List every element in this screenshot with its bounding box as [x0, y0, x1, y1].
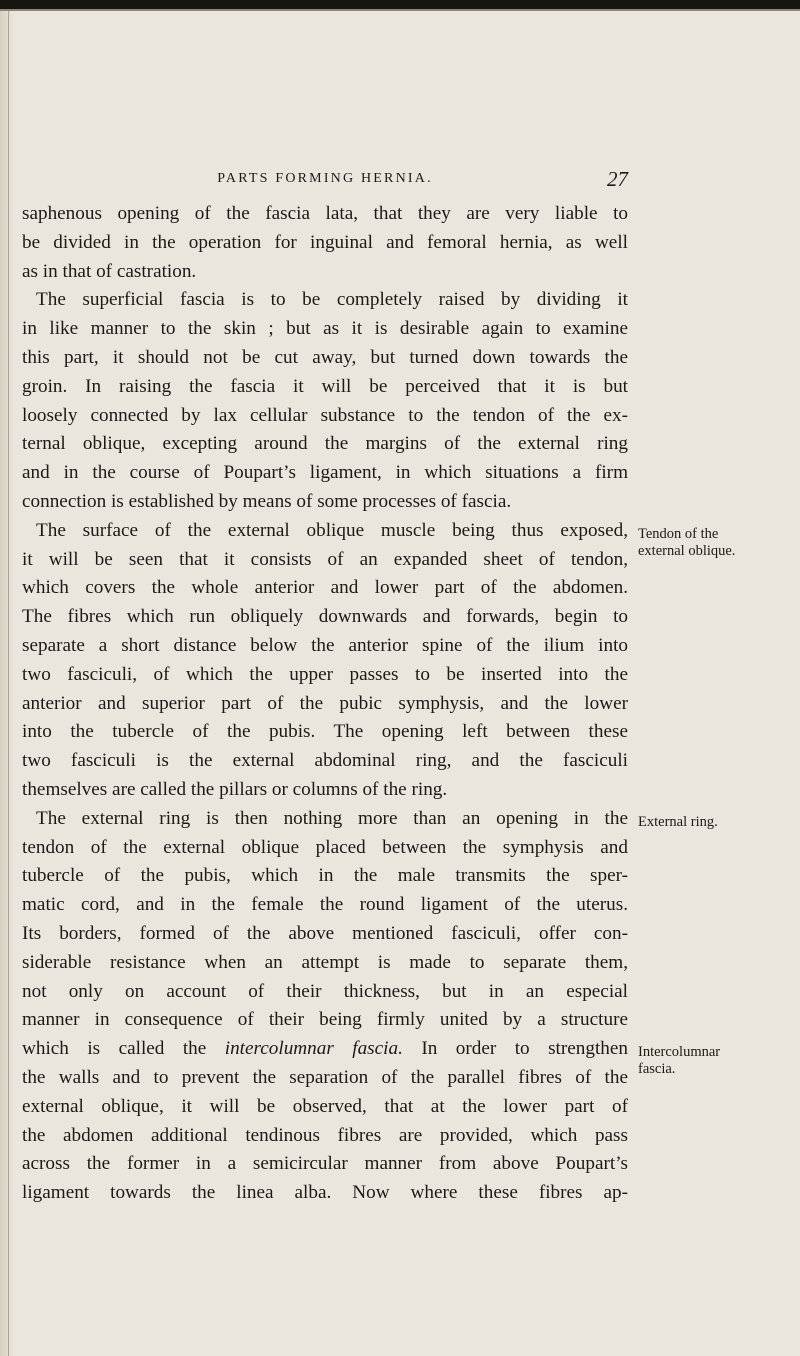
text-line: ternal oblique, excepting around the margins of the external ring [22, 433, 628, 455]
text-line: matic cord, and in the female the round ligament of the uterus. [22, 894, 628, 916]
text-line: into the tubercle of the pubis. The opening left between these [22, 721, 628, 743]
scan-top-rule [0, 9, 800, 11]
margin-note-line: Tendon of the [638, 526, 719, 542]
text-line: as in that of castration. [22, 260, 197, 282]
scan-top-border [0, 0, 800, 9]
running-head [22, 167, 628, 195]
text-line: siderable resistance when an attempt is made to separate them, [22, 951, 628, 973]
text-line: saphenous opening of the fascia lata, that they are very liable to [22, 203, 628, 224]
text-line: this part, it should not be cut away, but turned down towards the [22, 346, 628, 368]
book-gutter-edge [8, 11, 9, 1356]
text-line: which covers the whole anterior and lower part of the abdomen. [22, 577, 628, 599]
page-number: 27 [607, 167, 628, 191]
margin-note-intercolumnar-fascia [638, 1044, 720, 1078]
text-line: ligament towards the linea alba. Now where these fibres ap- [22, 1182, 628, 1204]
text-line: connection is established by means of some processes of fascia. [22, 490, 512, 512]
text-line: across the former in a semicircular manner from above Poupart’s [22, 1153, 628, 1175]
text-line: manner in consequence of their being firmly united by a structure [22, 1009, 628, 1031]
text-line: not only on account of their thickness, but in an especial [22, 980, 628, 1002]
text-line: and in the course of Poupart’s ligament, in which situations a firm [22, 462, 628, 484]
text-line: The external ring is then nothing more than an opening in the [36, 807, 628, 829]
text-line: be divided in the operation for inguinal and femoral hernia, as well [22, 231, 628, 253]
text-line: it will be seen that it consists of an expanded sheet of tendon, [22, 548, 628, 570]
margin-note-tendon-external-oblique [638, 526, 735, 560]
text-line: The superficial fascia is to be completely raised by dividing it [36, 289, 628, 311]
text-line: loosely connected by lax cellular substance to the tendon of the ex- [22, 404, 628, 426]
book-gutter-shadow [0, 11, 14, 1356]
margin-note-line: External ring. [638, 814, 718, 830]
margin-note-line: external oblique. [638, 543, 736, 559]
margin-note-line: Intercolumnar [638, 1044, 721, 1060]
text-line: two fasciculi, of which the upper passes to be inserted into the [22, 663, 628, 685]
text-line: The fibres which run obliquely downwards and forwards, begin to [22, 606, 628, 628]
body-text [22, 200, 628, 1208]
text-line: anterior and superior part of the pubic symphysis, and the lower [22, 692, 628, 714]
text-line: themselves are called the pillars or columns of the ring. [22, 778, 448, 800]
text-line: tubercle of the pubis, which in the male transmits the sper- [22, 865, 628, 887]
text-line: external oblique, it will be observed, that at the lower part of [22, 1095, 628, 1117]
text-fragment: In order to strengthen [402, 1038, 628, 1060]
text-line: in like manner to the skin ; but as it is desirable again to examine [22, 318, 628, 340]
text-line: tendon of the external oblique placed between the symphysis and [22, 836, 628, 858]
text-line: the abdomen additional tendinous fibres are provided, which pass [22, 1124, 628, 1146]
text-fragment: which is called the [22, 1038, 225, 1060]
text-line: the walls and to prevent the separation of the parallel fibres of the [22, 1066, 628, 1088]
text-line: Its borders, formed of the above mentioned fasciculi, offer con- [22, 922, 628, 944]
italic-term-intercolumnar-fascia: intercolumnar fascia. [224, 1038, 403, 1060]
text-line-intercolumnar [22, 1035, 628, 1064]
margin-note-line: fascia. [638, 1061, 676, 1077]
text-line: two fasciculi is the external abdominal ring, and the fasciculi [22, 750, 628, 772]
text-line: separate a short distance below the anterior spine of the ilium into [22, 634, 628, 656]
margin-note-external-ring [638, 814, 718, 831]
text-line: groin. In raising the fascia it will be perceived that it is but [22, 375, 628, 397]
text-line: The surface of the external oblique muscle being thus exposed, [36, 519, 628, 541]
running-title: PARTS FORMING HERNIA. [217, 171, 433, 186]
